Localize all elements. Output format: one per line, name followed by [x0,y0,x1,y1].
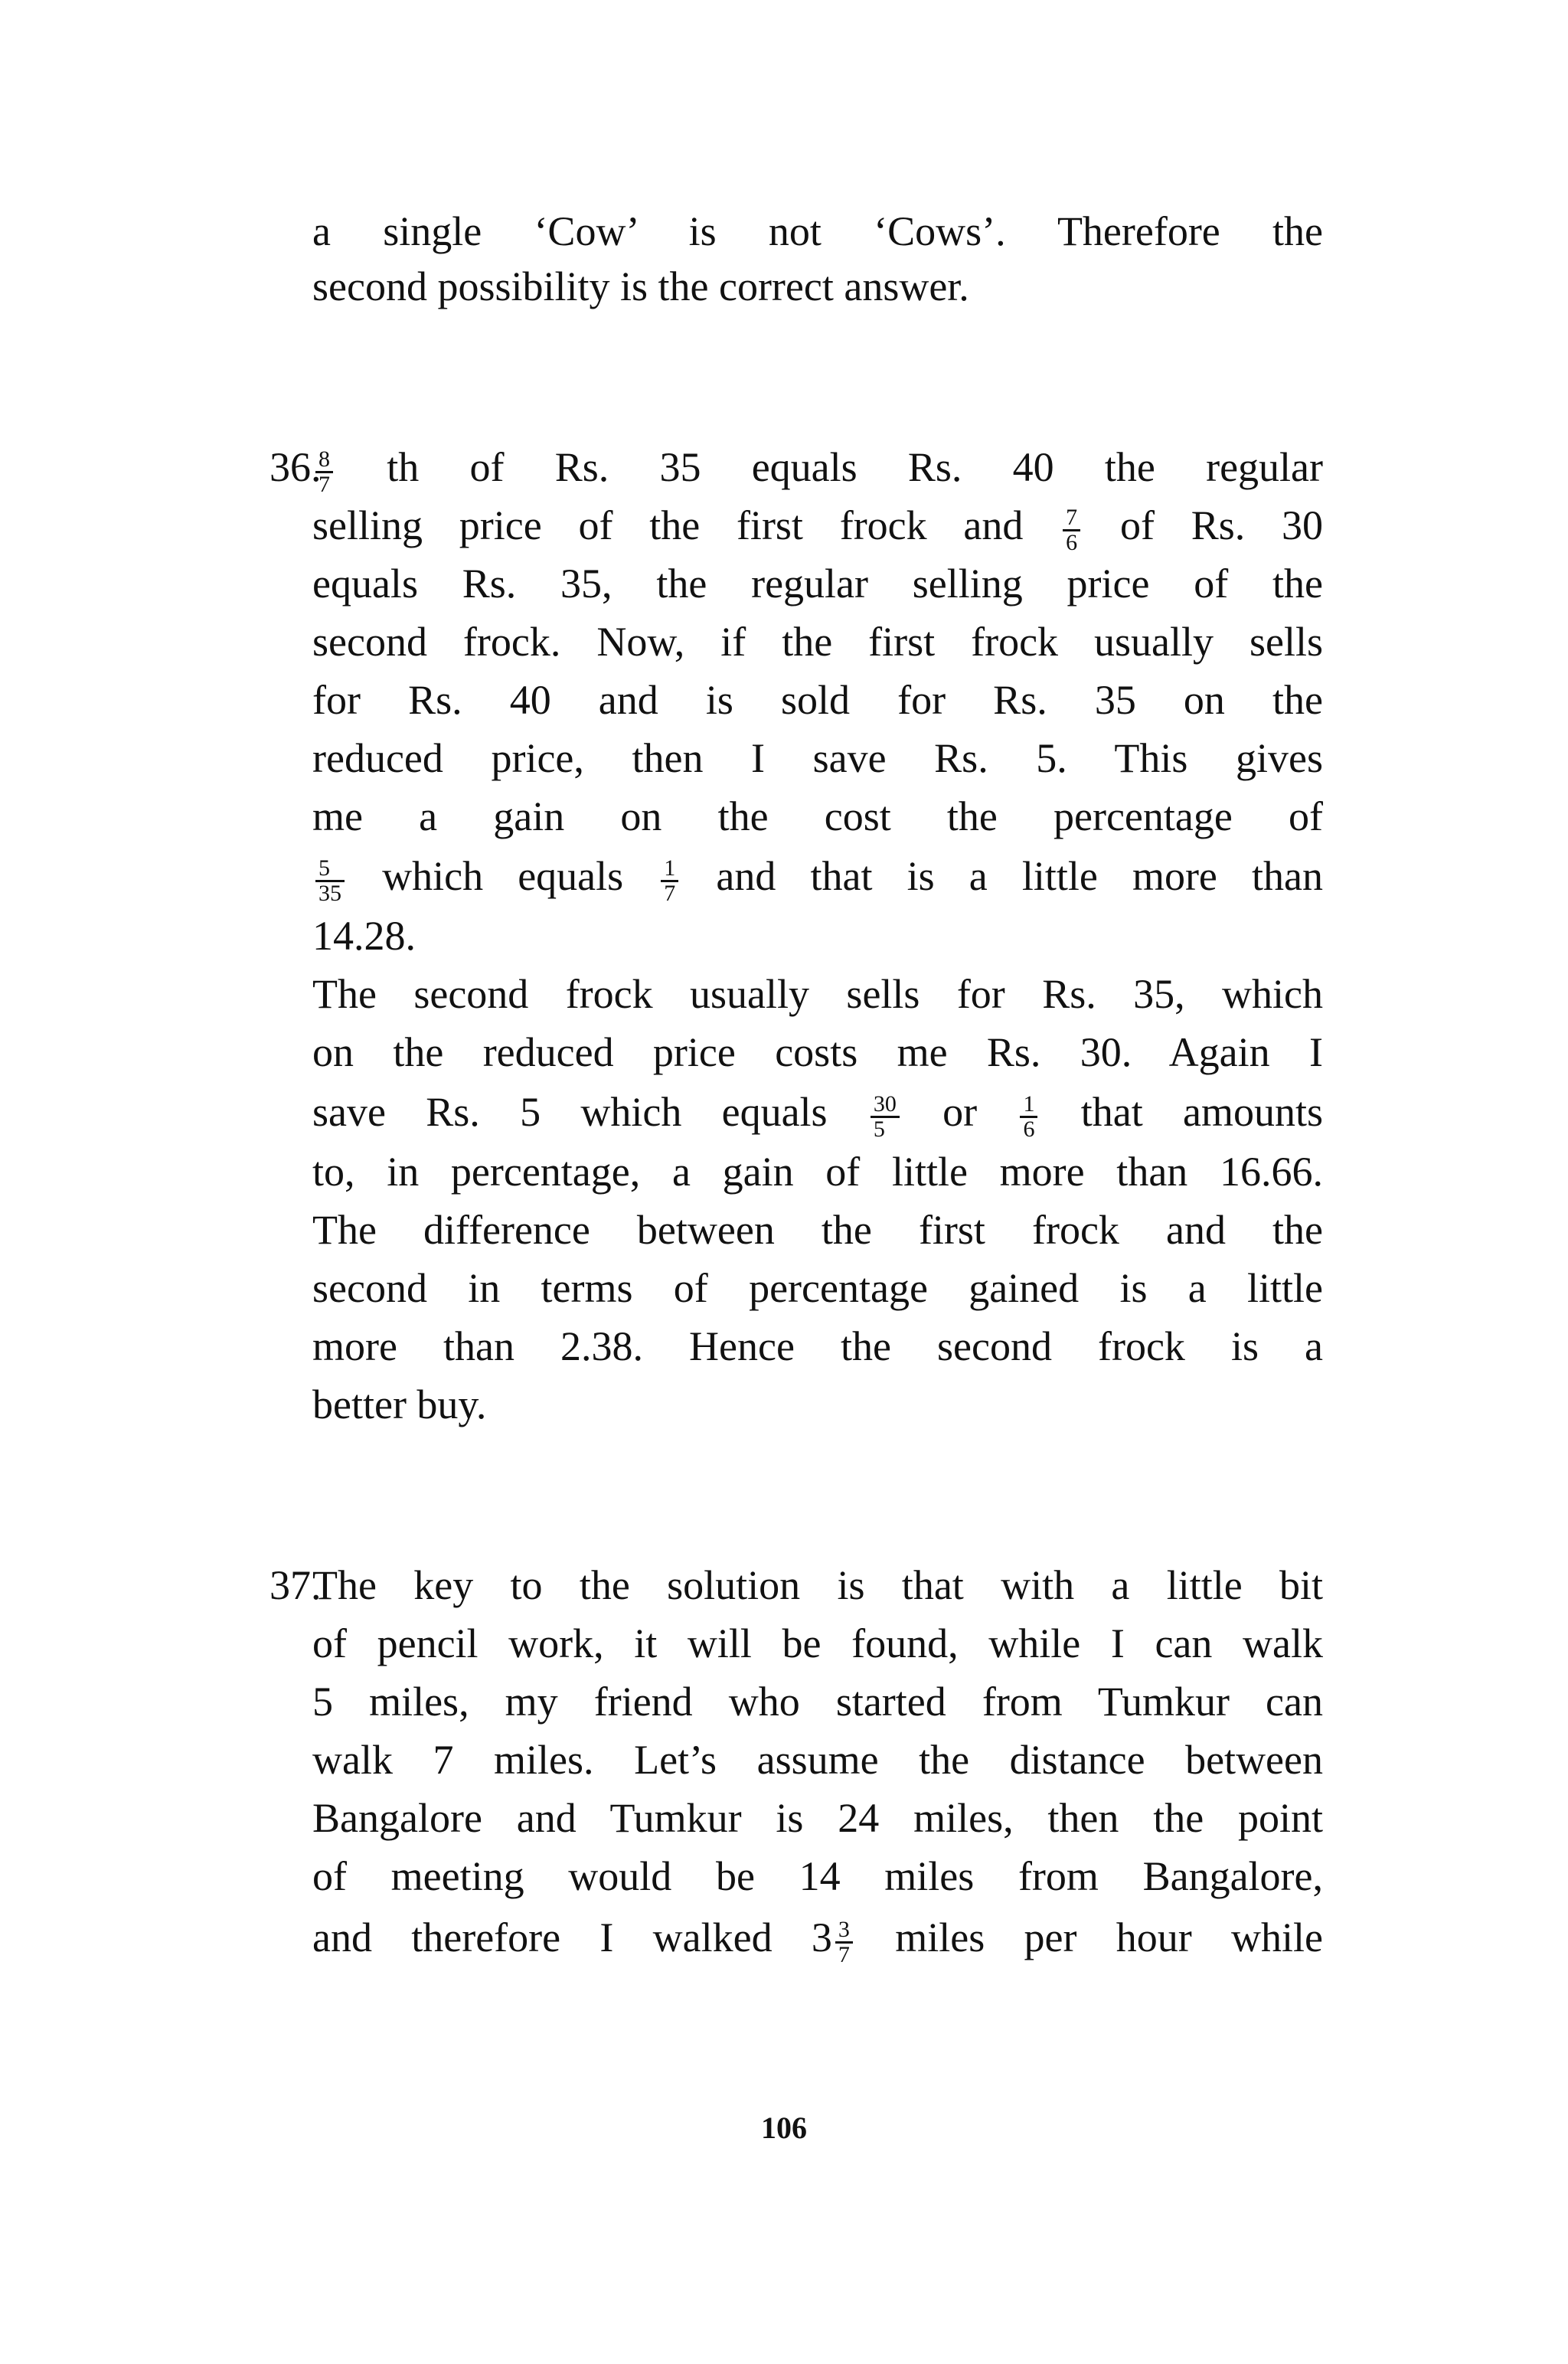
text-line: second in terms of percentage gained is a little [312,1265,1323,1311]
text-line: me a gain on the cost the percentage of [312,793,1323,839]
text-line: The key to the solution is that with a little bit [312,1562,1323,1608]
text-line: for Rs. 40 and is sold for Rs. 35 on the [312,677,1323,723]
text-line: walk 7 miles. Let’s assume the distance between [312,1737,1323,1783]
text-line: $\frac{5}{35}$ which equals $\frac{1}{7}$ and that is a little more than [312,852,1323,905]
page-number: 106 [761,2111,807,2145]
text-line: second frock. Now, if the first frock usually sells [312,619,1323,665]
fraction: $\frac{1}{7}$ [661,857,678,905]
text-line: to, in percentage, a gain of little more than 16.66. [312,1149,1323,1195]
text-line: of meeting would be 14 miles from Bangalore, [312,1853,1323,1899]
fraction: $\frac{5}{35}$ [315,857,345,905]
text-line: 5 miles, my friend who started from Tumkur can [312,1679,1323,1725]
text-line: equals Rs. 35, the regular selling price of the [312,561,1323,607]
text-line: The difference between the first frock and the [312,1207,1323,1253]
text-line: selling price of the first frock and $\frac{7}{6}$ of Rs. 30 [312,502,1324,555]
question-number: 37. [270,1562,322,1608]
text-line: $\frac{8}{7}$ th of Rs. 35 equals Rs. 40 the regular [312,443,1323,496]
text-line: of pencil work, it will be found, while I can walk [312,1620,1323,1666]
text-line: save Rs. 5 which equals $\frac{30}{5}$ or $\frac{1}{6}$ that amounts [312,1089,1324,1142]
text-line: better buy. [312,1381,487,1427]
text-line: The second frock usually sells for Rs. 35, which [312,971,1323,1017]
text-line: Bangalore and Tumkur is 24 miles, then the point [312,1795,1323,1841]
fraction: $\frac{30}{5}$ [871,1093,900,1141]
question-number: 36. [270,444,322,490]
text-line: on the reduced price costs me Rs. 30. Again I [312,1029,1323,1075]
text-line: second possibility is the correct answer. [312,263,969,309]
text-line: 14.28. [312,913,416,959]
fraction: $\frac{8}{7}$ [315,448,333,496]
text-line: reduced price, then I save Rs. 5. This gives [312,735,1323,781]
text-line: a single ‘Cow’ is not ‘Cows’. Therefore the [312,208,1323,254]
text-line: more than 2.38. Hence the second frock is a [312,1323,1323,1369]
fraction: $\frac{7}{6}$ [1063,506,1080,554]
text-line: and therefore I walked 3 $\frac{3}{7}$ miles per hour while [312,1914,1323,1967]
fraction: $\frac{1}{6}$ [1020,1093,1037,1141]
fraction: $\frac{3}{7}$ [835,1918,853,1967]
